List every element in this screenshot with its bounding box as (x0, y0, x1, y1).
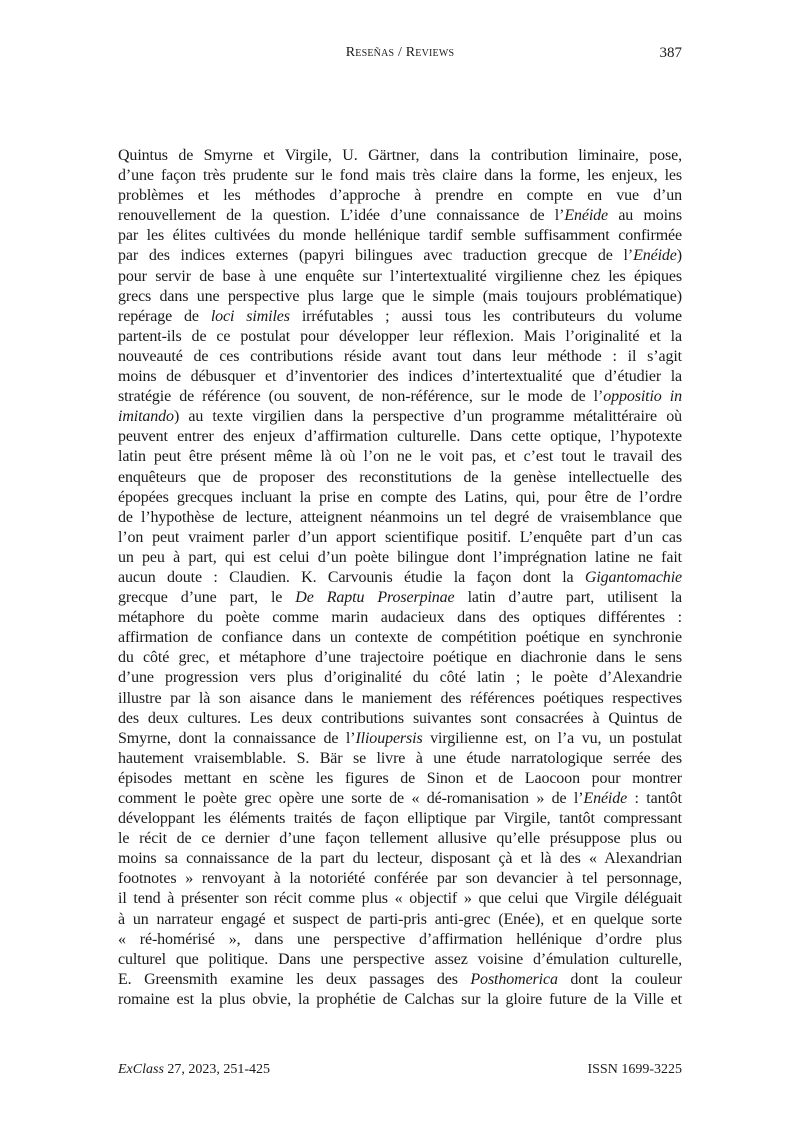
text-line (118, 689, 682, 709)
text-line (118, 246, 682, 266)
text-segment: nouveauté de ces contributions réside avant tout dans leur méthode : il s’agit (118, 347, 682, 365)
text-line (118, 186, 682, 206)
issn: ISSN 1699-3225 (587, 1062, 682, 1077)
text-segment: latin d’autre part, utilisent la (454, 589, 682, 607)
text-segment: de l’hypothèse de lecture, atteignent néanmoins un tel degré de vraisemblance que (118, 508, 682, 526)
text-segment: grecs dans une perspective plus large que le simple (mais toujours problématique) (118, 287, 682, 305)
text-line (118, 769, 682, 789)
text-line (118, 869, 682, 889)
text-line (118, 427, 682, 447)
text-line (118, 206, 682, 226)
text-line (118, 468, 682, 488)
italic-text: loci similes (210, 307, 290, 325)
text-segment: culturel que politique. Dans une perspective assez voisine d’émulation culturelle, (118, 950, 682, 968)
text-line (118, 548, 682, 568)
text-segment: aucun doute : Claudien. K. Carvounis étudie la façon dont la (118, 568, 585, 586)
text-line (118, 146, 682, 166)
journal-citation (118, 1062, 270, 1078)
text-line (118, 889, 682, 909)
journal-name: ExClass (118, 1062, 164, 1077)
text-segment: d’une progression vers plus d’originalité du côté latin ; le poète d’Alexandrie (118, 669, 682, 687)
text-segment: illustre par là son aisance dans le maniement des références poétiques respectives (118, 689, 682, 707)
text-segment: l’on peut vraiment parler d’un apport scientifique positif. L’enquête part d’un cas (118, 528, 682, 546)
text-segment: au moins (608, 207, 682, 225)
text-segment: dont la couleur (557, 970, 682, 988)
text-line (118, 970, 682, 990)
text-segment: du côté grec, et métaphore d’une trajectoire poétique en diachronie dans le sens (118, 649, 682, 667)
text-segment: E. Greensmith examine les deux passages des (118, 970, 471, 988)
text-segment: moins de débusquer et d’inventorier des indices d’intertextualité que d’étudier la (118, 368, 682, 386)
text-line (118, 829, 682, 849)
text-segment: il tend à présenter son récit comme plus « objectif » que celui que Virgile déléguait (118, 890, 682, 908)
text-segment: Quintus de Smyrne et Virgile, U. Gärtner, dans la contribution liminaire, pose, (118, 147, 682, 164)
italic-text: Ilioupersis (355, 729, 423, 747)
page-number: 387 (659, 45, 682, 61)
running-title: Reseñas / Reviews (345, 45, 455, 60)
text-segment: virgilienne est, on l’a vu, un postulat (422, 729, 682, 747)
text-segment: des deux cultures. Les deux contributions suivantes sont consacrées à Quintus de (118, 709, 682, 727)
text-line (118, 668, 682, 688)
text-line (118, 387, 682, 407)
text-line (118, 709, 682, 729)
italic-text: Enéide (564, 207, 609, 225)
text-line (118, 508, 682, 528)
italic-text: oppositio in (603, 388, 682, 406)
text-segment: peuvent entrer des enjeux d’affirmation culturelle. Dans cette optique, l’hypotexte (118, 428, 682, 446)
text-segment: Smyrne, dont la connaissance de l’ (118, 729, 356, 747)
text-segment: métaphore du poète comme marin audacieux dans des optiques différentes : (118, 609, 682, 627)
text-segment: irréfutables ; aussi tous les contributeurs du volume (289, 307, 682, 325)
text-line (118, 990, 682, 1010)
text-line (118, 648, 682, 668)
text-line (118, 327, 682, 347)
running-header (118, 45, 682, 65)
text-line (118, 568, 682, 588)
text-segment: hautement vraisemblable. S. Bär se livre à une étude narratologique serrée des (118, 749, 682, 767)
volume-pages: 27, 2023, 251-425 (163, 1062, 271, 1077)
text-line (118, 287, 682, 307)
text-line (118, 528, 682, 548)
text-line (118, 588, 682, 608)
italic-text: De Raptu Proserpinae (295, 589, 455, 607)
text-segment: ) au texte virgilien dans la perspective d’un programme métalittéraire où (173, 408, 682, 426)
italic-text: Enéide (583, 790, 628, 807)
text-segment: moins sa connaissance de la part du lecteur, disposant çà et là des « Alexandrian (118, 850, 682, 868)
text-line (118, 267, 682, 287)
text-line (118, 789, 682, 809)
text-segment: par les élites cultivées du monde hellénique tardif semble suffisamment confirmée (118, 227, 682, 245)
text-line (118, 628, 682, 648)
text-segment: latin peut être présent même là où l’on ne le voit pas, et c’est tout le travail des (118, 448, 682, 466)
text-segment: par des indices externes (papyri bilingues avec traduction grecque de l’ (118, 247, 634, 265)
text-segment: affirmation de confiance dans un contexte de compétition poétique en synchronie (118, 629, 682, 647)
text-segment: enquêteurs que de proposer des reconstitutions de la genèse intellectuelle des (118, 468, 682, 486)
text-line (118, 347, 682, 367)
text-segment: problèmes et les méthodes d’approche à prendre en compte en vue d’un (118, 187, 682, 205)
text-line (118, 488, 682, 508)
text-segment: romaine est la plus obvie, la prophétie de Calchas sur la gloire future de la Ville et (118, 990, 682, 1008)
text-line (118, 729, 682, 749)
body-paragraph (118, 146, 682, 1010)
text-segment: repérage de (118, 307, 211, 325)
text-line (118, 447, 682, 467)
text-segment: footnotes » renvoyant à la notoriété conférée par son devancier à tel personnage, (118, 870, 682, 888)
text-line (118, 407, 682, 427)
text-line (118, 166, 682, 186)
italic-text: Posthomerica (470, 970, 558, 988)
text-line (118, 307, 682, 327)
text-segment: : tantôt (627, 790, 682, 807)
text-segment: le récit de ce dernier d’une façon tellement allusive qu’elle présuppose plus ou (118, 830, 682, 848)
text-segment: d’une façon très prudente sur le fond mais très claire dans la forme, les enjeux, les (118, 167, 682, 185)
italic-text: Enéide (633, 247, 677, 265)
text-segment: épisodes mettant en scène les figures de Sinon et de Laocoon pour montrer (118, 769, 682, 787)
text-segment: renouvellement de la question. L’idée d’une connaissance de l’ (118, 207, 565, 225)
text-line (118, 367, 682, 387)
text-segment: un peu à part, qui est celui d’un poète bilingue dont l’imprégnation latine ne fait (118, 548, 682, 566)
text-segment: partent-ils de ce postulat pour développer leur réflexion. Mais l’originalité et la (118, 327, 682, 345)
text-segment: ) (676, 247, 682, 265)
text-segment: épopées grecques incluant la prise en compte des Latins, qui, pour être de l’ordre (118, 488, 682, 506)
italic-text: imitando (118, 408, 174, 426)
text-line (118, 849, 682, 869)
text-segment: développant les éléments traités de façon elliptique par Virgile, tantôt compressant (118, 810, 682, 828)
text-line (118, 749, 682, 769)
text-segment: stratégie de référence (ou souvent, de non-référence, sur le mode de l’ (118, 388, 604, 406)
text-segment: à un narrateur engagé et suspect de parti-pris anti-grec (Enée), et en quelque sorte (118, 910, 682, 928)
text-line (118, 950, 682, 970)
text-line (118, 226, 682, 246)
text-segment: grecque d’une part, le (118, 589, 296, 607)
text-segment: comment le poète grec opère une sorte de « dé-romanisation » de l’ (118, 790, 584, 807)
text-line (118, 910, 682, 930)
text-segment: pour servir de base à une enquête sur l’intertextualité virgilienne chez les épiques (118, 267, 682, 285)
italic-text: Gigantomachie (584, 568, 682, 586)
text-segment: « ré-homérisé », dans une perspective d’affirmation hellénique d’ordre plus (118, 930, 682, 948)
text-line (118, 930, 682, 950)
text-line (118, 809, 682, 829)
text-line (118, 608, 682, 628)
